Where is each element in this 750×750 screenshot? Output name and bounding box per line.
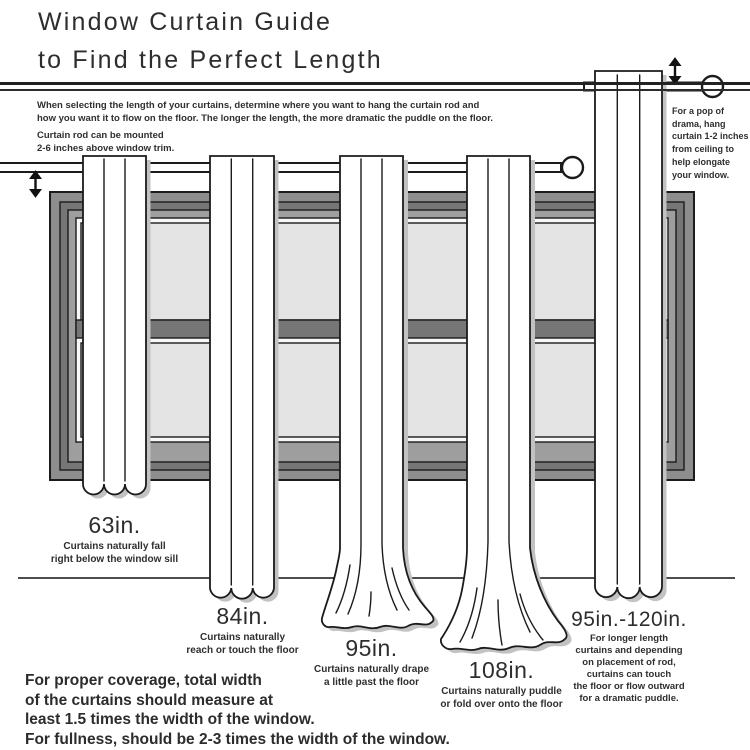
curtain-length-95-120in: 95in.-120in. (571, 608, 687, 631)
curtain-rod-finial (562, 157, 583, 178)
ceiling-rod-finial (702, 76, 723, 97)
rod-mount-note-line-2: 2-6 inches above window trim. (37, 143, 175, 154)
desc-line: for a dramatic puddle. (579, 693, 679, 704)
ceiling-note-line: drama, hang (672, 118, 726, 129)
curtain-label-95-120in (553, 608, 705, 705)
width-guidance-text (25, 671, 450, 749)
rod-mount-note (37, 129, 174, 155)
curtain-label-63in (37, 513, 192, 566)
footer-line: For fullness, should be 2-3 times the width of the window. (25, 730, 450, 748)
desc-line: Curtains naturally (199, 632, 286, 643)
desc-line: reach or touch the floor (186, 644, 299, 656)
desc-line: Curtains naturally fall (63, 541, 166, 552)
title-divider-top (0, 82, 750, 85)
ceiling-note-line: from ceiling to (672, 144, 735, 155)
desc-line: Curtains naturally puddle (441, 686, 562, 697)
ceiling-note-line: For a pop of (672, 106, 724, 116)
desc-line: curtains can touch (586, 669, 672, 680)
desc-line: a little past the floor (323, 676, 419, 688)
intro-text (37, 99, 493, 125)
ceiling-hang-note (672, 105, 749, 181)
desc-line: on placement of rod, (582, 657, 676, 668)
intro-line-2: how you want it to flow on the floor. The longer the length, the more dramatic the puddle on the floor. (37, 113, 493, 124)
ceiling-note-line: help elongate (672, 156, 731, 167)
desc-line: Curtains naturally drape (313, 664, 430, 675)
intro-line-1: When selecting the length of your curtains, determine where you want to hang the curtain rod and (37, 100, 480, 111)
curtain-84in-shape (210, 156, 279, 603)
desc-line: or fold over onto the floor (440, 698, 563, 710)
desc-line: For longer length (589, 633, 669, 644)
page-title (38, 3, 383, 79)
footer-line: For proper coverage, total width (25, 672, 262, 689)
desc-line: right below the window sill (50, 553, 179, 565)
desc-line: the floor or flow outward (573, 681, 685, 692)
mount-range-arrow-icon (30, 171, 41, 197)
curtain-95-120in-shape (595, 71, 667, 602)
rod-mount-note-line-1: Curtain rod can be mounted (37, 130, 164, 141)
ceiling-note-line: curtain 1-2 inches (672, 131, 749, 142)
ceiling-gap-arrow-icon (670, 58, 681, 84)
curtain-length-63in: 63in. (88, 512, 141, 538)
ceiling-note-line: your window. (672, 169, 730, 180)
curtain-desc-95-120in (553, 633, 705, 705)
footer-line: least 1.5 times the width of the window. (25, 711, 315, 728)
curtain-63in-shape (83, 156, 151, 499)
page-title-line-2: to Find the Perfect Length (38, 46, 383, 74)
footer-line: of the curtains should measure at (25, 691, 274, 709)
curtain-desc-63in (37, 541, 192, 566)
desc-line: curtains and depending (575, 645, 683, 656)
curtain-length-84in: 84in. (216, 603, 269, 629)
title-divider-bottom (0, 89, 750, 91)
page-title-line-1: Window Curtain Guide (38, 8, 333, 36)
curtain-length-95in: 95in. (345, 635, 398, 661)
curtain-length-108in: 108in. (468, 657, 535, 683)
